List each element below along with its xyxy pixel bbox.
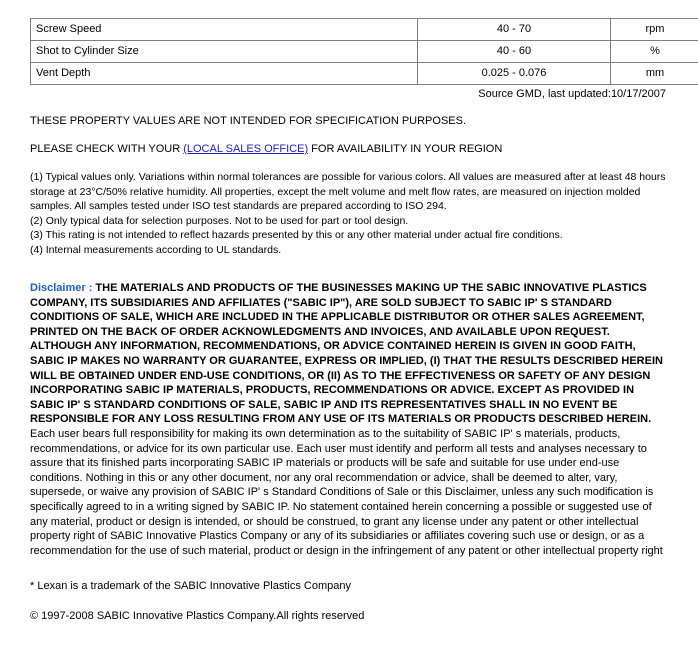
property-value: 0.025 - 0.076	[418, 63, 611, 85]
footnotes	[30, 170, 668, 257]
property-unit: rpm	[611, 19, 698, 41]
disclaimer-normal-text: Each user bears full responsibility for making its own determination as to the suitability of SABIC IP' s materials, products, recommendations, or advice for its own particular use. Each user must identify and perform all tests and analyses necessary to assure that its finished parts incorporating SABIC IP materials or products will be safe and suitable for use under end-use conditions. Nothing in this or any other document, nor any oral recommendation or advice, shall be deemed to alter, vary, supersede, or waive any provision of SABIC IP' s Standard Conditions of Sale or this Disclaimer, unless any such modification is specifically agreed to in a writing signed by SABIC IP. No statement contained herein concerning a possible or suggested use of any material, product or design is intended, or should be construed, to grant any license under any patent or other intellectual property right of SABIC Innovative Plastics Company or any of its subsidiaries or affiliates covering such use or design, or as a recommendation for the use of such material, product or design in the infringement of any patent or other intellectual property right	[30, 427, 663, 557]
properties-table	[30, 18, 698, 85]
copyright-note: © 1997-2008 SABIC Innovative Plastics Company.All rights reserved	[30, 610, 365, 623]
table-row	[31, 19, 698, 41]
properties-table-body	[31, 19, 698, 85]
source-note: Source GMD, last updated:10/17/2007	[478, 88, 666, 100]
footnote-1: (1) Typical values only. Variations within normal tolerances are possible for various colors. All values are measured after at least 48 hours storage at 23°C/50% relative humidity. All properties, except the melt volume and melt flow rates, are measured on injection molded samples. All samples tested under ISO test standards are prepared according to ISO 294.	[30, 171, 666, 212]
footnote-3: (3) This rating is not intended to reflect hazards presented by this or any other material under actual fire conditions.	[30, 229, 563, 241]
property-value: 40 - 60	[418, 41, 611, 63]
table-row	[31, 63, 698, 85]
property-value: 40 - 70	[418, 19, 611, 41]
local-sales-office-link[interactable]: (LOCAL SALES OFFICE)	[183, 143, 309, 155]
specification-statement: THESE PROPERTY VALUES ARE NOT INTENDED FOR SPECIFICATION PURPOSES.	[30, 115, 467, 127]
property-name: Shot to Cylinder Size	[31, 41, 418, 63]
property-name: Vent Depth	[31, 63, 418, 85]
footnote-2: (2) Only typical data for selection purposes. Not to be used for part or tool design.	[30, 214, 409, 227]
footnote-4: (4) Internal measurements according to UL standards.	[30, 243, 282, 256]
disclaimer-label: Disclaimer :	[30, 282, 93, 294]
availability-suffix: FOR AVAILABILITY IN YOUR REGION	[308, 143, 503, 155]
trademark-note: * Lexan is a trademark of the SABIC Innovative Plastics Company	[30, 580, 351, 593]
disclaimer-bold-text: THE MATERIALS AND PRODUCTS OF THE BUSINESSES MAKING UP THE SABIC INNOVATIVE PLASTICS COMPANY, ITS SUBSIDIARIES AND AFFILIATES ("SABIC IP"), ARE SOLD SUBJECT TO SABIC IP' S STANDARD CONDITIONS OF SALE, WHICH ARE INCLUDED IN THE APPLICABLE DISTRIBUTOR OR OTHER SALES AGREEMENT, PRINTED ON THE BACK OF ORDER ACKNOWLEDGMENTS AND INVOICES, AND AVAILABLE UPON REQUEST. ALTHOUGH ANY INFORMATION, RECOMMENDATIONS, OR ADVICE CONTAINED HEREIN IS GIVEN IN GOOD FAITH, SABIC IP MAKES NO WARRANTY OR GUARANTEE, EXPRESS OR IMPLIED, (I) THAT THE RESULTS DESCRIBED HEREIN WILL BE OBTAINED UNDER END-USE CONDITIONS, OR (II) AS TO THE EFFECTIVENESS OR SAFETY OF ANY DESIGN INCORPORATING SABIC IP MATERIALS, PRODUCTS, RECOMMENDATIONS OR ADVICE. EXCEPT AS PROVIDED IN SABIC IP' S STANDARD CONDITIONS OF SALE, SABIC IP AND ITS REPRESENTATIVES SHALL IN NO EVENT BE RESPONSIBLE FOR ANY LOSS RESULTING FROM ANY USE OF ITS MATERIALS OR PRODUCTS DESCRIBED HEREIN.	[30, 282, 663, 426]
disclaimer	[30, 281, 668, 558]
property-unit: %	[611, 41, 698, 63]
table-row	[31, 41, 698, 63]
property-name: Screw Speed	[31, 19, 418, 41]
availability-statement	[30, 142, 666, 156]
property-unit: mm	[611, 63, 698, 85]
availability-prefix: PLEASE CHECK WITH YOUR	[30, 143, 184, 155]
